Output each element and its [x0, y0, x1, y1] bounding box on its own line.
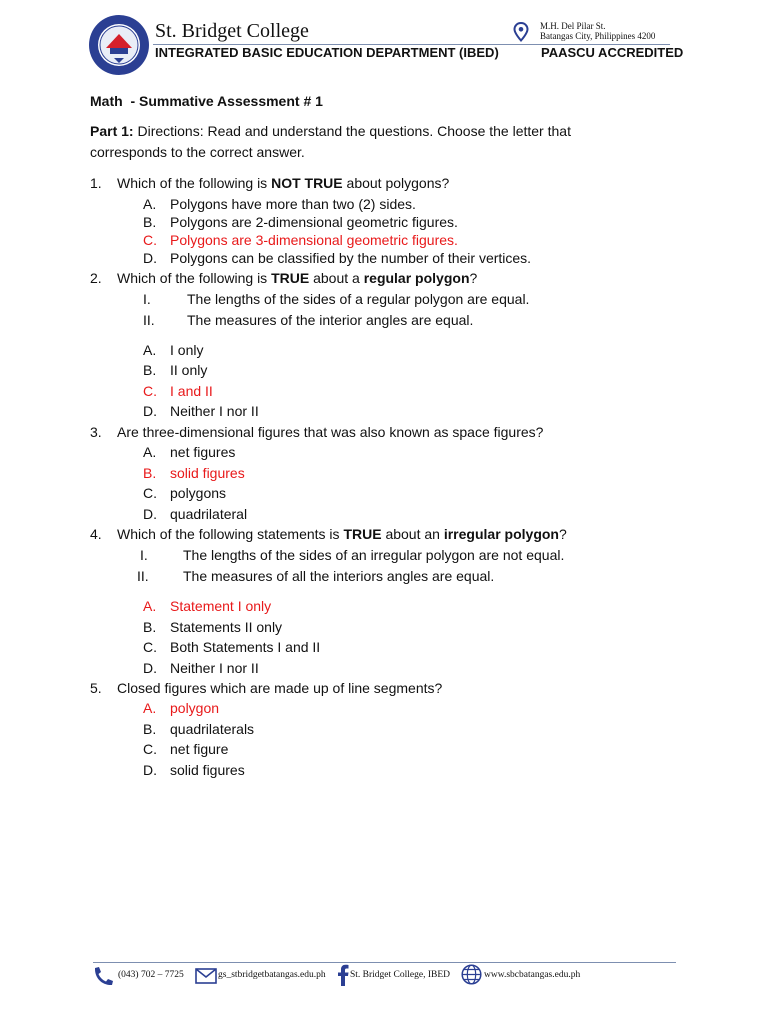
college-name: St. Bridget College — [155, 20, 309, 42]
question-text-part: Which of the following statements is — [117, 526, 344, 542]
option-letter: A. — [143, 342, 157, 358]
option-text: net figure — [170, 741, 229, 757]
question-text: Are three-dimensional figures that was also known as space figures? — [117, 424, 544, 440]
question-text-part: about polygons? — [342, 175, 450, 191]
option-text: quadrilaterals — [170, 721, 255, 737]
q1-option-d — [143, 250, 531, 266]
part-label: Part 1: — [90, 123, 134, 139]
part1-directions — [90, 121, 650, 163]
statement-numeral: II. — [137, 568, 149, 584]
option-text: quadrilateral — [170, 506, 248, 522]
q3-option-d — [143, 506, 247, 522]
q5-option-a-correct — [143, 700, 219, 716]
school-seal-logo — [88, 14, 150, 76]
statement-text: The measures of the interior angles are equal. — [187, 312, 474, 328]
question-text-part: ? — [558, 526, 567, 542]
question-number: 5. — [90, 680, 102, 696]
accreditation-label: PAASCU ACCREDITED — [541, 45, 684, 60]
option-text: Statements II only — [170, 619, 283, 635]
question-emphasis: TRUE — [271, 270, 310, 286]
option-letter: D. — [143, 762, 157, 778]
q2-option-d — [143, 403, 259, 419]
directions-text: Directions: Read and understand the questions. Choose the letter that corresponds to the correct answer. — [90, 123, 571, 160]
option-letter: A. — [143, 700, 157, 716]
question-number: 3. — [90, 424, 102, 440]
option-letter: C. — [143, 741, 157, 757]
q1-option-b — [143, 214, 458, 230]
q4-statement-2 — [137, 568, 494, 584]
option-letter: B. — [143, 214, 157, 230]
question-text — [117, 270, 477, 286]
question-text-part: about a — [309, 270, 364, 286]
facebook-icon — [337, 964, 349, 986]
option-letter: B. — [143, 465, 157, 481]
q4-option-d — [143, 660, 259, 676]
option-text: Polygons have more than two (2) sides. — [170, 196, 416, 212]
option-letter: B. — [143, 619, 157, 635]
q5-option-d — [143, 762, 245, 778]
question-text — [117, 526, 567, 542]
option-text: Neither I nor II — [170, 403, 259, 419]
q2-option-b — [143, 362, 207, 378]
question-emphasis: regular polygon — [363, 270, 470, 286]
question-text-part: about an — [381, 526, 444, 542]
q2-option-a — [143, 342, 203, 358]
department-name: INTEGRATED BASIC EDUCATION DEPARTMENT (IBED) — [155, 45, 499, 60]
q5-option-c — [143, 741, 228, 757]
option-letter: D. — [143, 250, 157, 266]
q4-option-a-correct — [143, 598, 271, 614]
option-text: solid figures — [170, 762, 245, 778]
q5-option-b — [143, 721, 254, 737]
option-text: Polygons are 3-dimensional geometric figures. — [170, 232, 458, 248]
option-text: Polygons are 2-dimensional geometric figures. — [170, 214, 458, 230]
q2-option-c-correct — [143, 383, 213, 399]
footer-phone: (043) 702 – 7725 — [118, 970, 184, 980]
statement-numeral: I. — [143, 291, 151, 307]
address-line-1: M.H. Del Pilar St. — [540, 21, 606, 31]
question-number: 1. — [90, 175, 102, 191]
option-letter: C. — [143, 485, 157, 501]
question-text: Closed figures which are made up of line segments? — [117, 680, 443, 696]
footer-email[interactable]: gs_stbridgetbatangas.edu.ph — [218, 970, 326, 980]
option-letter: D. — [143, 403, 157, 419]
q1-option-a — [143, 196, 416, 212]
question-text-part: ? — [469, 270, 478, 286]
q2-statement-1 — [143, 291, 529, 307]
option-letter: A. — [143, 444, 157, 460]
option-letter: A. — [143, 196, 157, 212]
option-letter: D. — [143, 660, 157, 676]
option-letter: C. — [143, 232, 157, 248]
option-letter: B. — [143, 721, 157, 737]
option-text: Statement I only — [170, 598, 272, 614]
option-letter: C. — [143, 639, 157, 655]
statement-numeral: II. — [143, 312, 155, 328]
location-pin-icon — [513, 22, 529, 42]
option-text: net figures — [170, 444, 236, 460]
q3-option-c — [143, 485, 226, 501]
option-text: polygon — [170, 700, 220, 716]
question-emphasis: irregular polygon — [443, 526, 559, 542]
mail-icon — [195, 968, 217, 984]
question-emphasis: NOT TRUE — [271, 175, 343, 191]
option-text: I only — [170, 342, 204, 358]
question-text-part: Which of the following is — [117, 175, 272, 191]
statement-text: The measures of all the interiors angles are equal. — [183, 568, 495, 584]
option-letter: B. — [143, 362, 157, 378]
statement-numeral: I. — [140, 547, 148, 563]
option-text: Polygons can be classified by the number of their vertices. — [170, 250, 532, 266]
address — [540, 21, 655, 41]
question-emphasis: TRUE — [343, 526, 382, 542]
option-letter: A. — [143, 598, 157, 614]
statement-text: The lengths of the sides of an irregular polygon are not equal. — [183, 547, 565, 563]
option-text: Both Statements I and II — [170, 639, 321, 655]
footer-website[interactable]: www.sbcbatangas.edu.ph — [484, 970, 581, 980]
q4-statement-1 — [140, 547, 564, 563]
question-number: 4. — [90, 526, 102, 542]
q4-option-b — [143, 619, 282, 635]
question-number: 2. — [90, 270, 102, 286]
option-text: II only — [170, 362, 208, 378]
option-text: I and II — [170, 383, 213, 399]
footer-facebook[interactable]: St. Bridget College, IBED — [350, 970, 451, 980]
q1-option-c-correct — [143, 232, 458, 248]
option-letter: D. — [143, 506, 157, 522]
q3-option-b-correct — [143, 465, 245, 481]
q2-statement-2 — [143, 312, 473, 328]
question-text — [117, 175, 449, 191]
q4-option-c — [143, 639, 320, 655]
assessment-title: Math - Summative Assessment # 1 — [90, 93, 323, 109]
option-text: Neither I nor II — [170, 660, 259, 676]
address-line-2: Batangas City, Philippines 4200 — [540, 31, 656, 41]
question-text-part: Which of the following is — [117, 270, 272, 286]
footer-divider — [93, 962, 676, 963]
phone-icon — [92, 966, 114, 986]
globe-icon — [461, 964, 482, 985]
option-text: solid figures — [170, 465, 245, 481]
q3-option-a — [143, 444, 235, 460]
option-text: polygons — [170, 485, 227, 501]
option-letter: C. — [143, 383, 157, 399]
statement-text: The lengths of the sides of a regular polygon are equal. — [187, 291, 530, 307]
